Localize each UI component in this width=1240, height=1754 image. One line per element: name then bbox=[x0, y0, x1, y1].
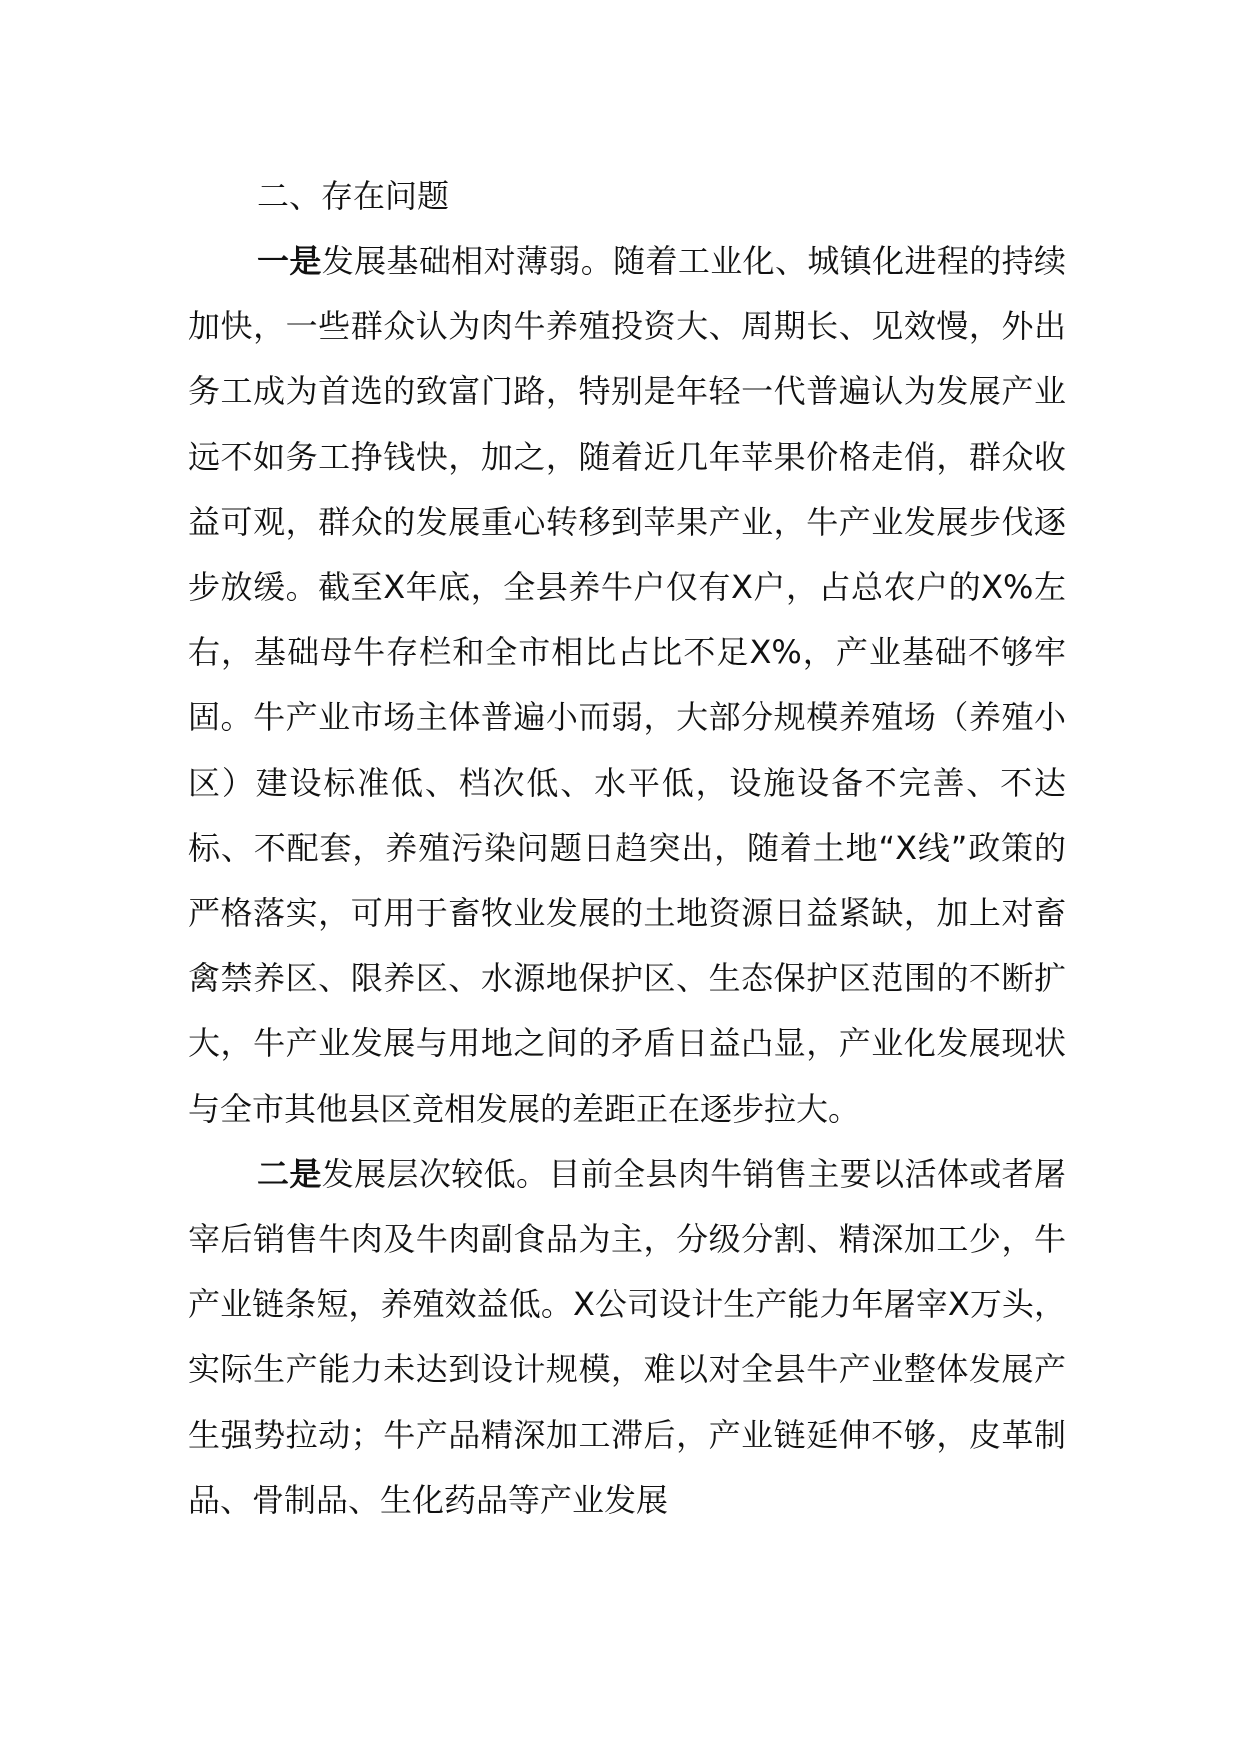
paragraph-2-text: 发展层次较低。目前全县肉牛销售主要以活体或者屠宰后销售牛肉及牛肉副食品为主，分级分割、精深加工少，牛产业链条短，养殖效益低。X公司设计生产能力年屠宰X万头，实际生产能力未达到设计规模，难以对全县牛产业整体发展产生强势拉动；牛产品精深加工滞后，产业链延伸不够，皮革制品、骨制品、生化药品等产业发展 bbox=[188, 1154, 1066, 1519]
paragraph-1-lead: 一是 bbox=[257, 242, 322, 280]
paragraph-2 bbox=[188, 1142, 1066, 1533]
paragraph-2-lead: 二是 bbox=[257, 1154, 322, 1193]
paragraph-1 bbox=[188, 229, 1066, 1142]
section-heading: 二、存在问题 bbox=[257, 177, 450, 215]
document-body bbox=[188, 164, 1066, 1533]
paragraph-1-text: 发展基础相对薄弱。随着工业化、城镇化进程的持续加快，一些群众认为肉牛养殖投资大、周期长、见效慢，外出务工成为首选的致富门路，特别是年轻一代普遍认为发展产业远不如务工挣钱快，加之，随着近几年苹果价格走俏，群众收益可观，群众的发展重心转移到苹果产业，牛产业发展步伐逐步放缓。截至X年底，全县养牛户仅有X户，占总农户的X%左右，基础母牛存栏和全市相比占比不足X%，产业基础不够牢固。牛产业市场主体普遍小而弱，大部分规模养殖场（养殖小区）建设标准低、档次低、水平低，设施设备不完善、不达标、不配套，养殖污染问题日趋突出，随着土地“X线”政策的严格落实，可用于畜牧业发展的土地资源日益紧缺，加上对畜禽禁养区、限养区、水源地保护区、生态保护区范围的不断扩大，牛产业发展与用地之间的矛盾日益凸显，产业化发展现状与全市其他县区竞相发展的差距正在逐步拉大。 bbox=[188, 242, 1066, 1128]
